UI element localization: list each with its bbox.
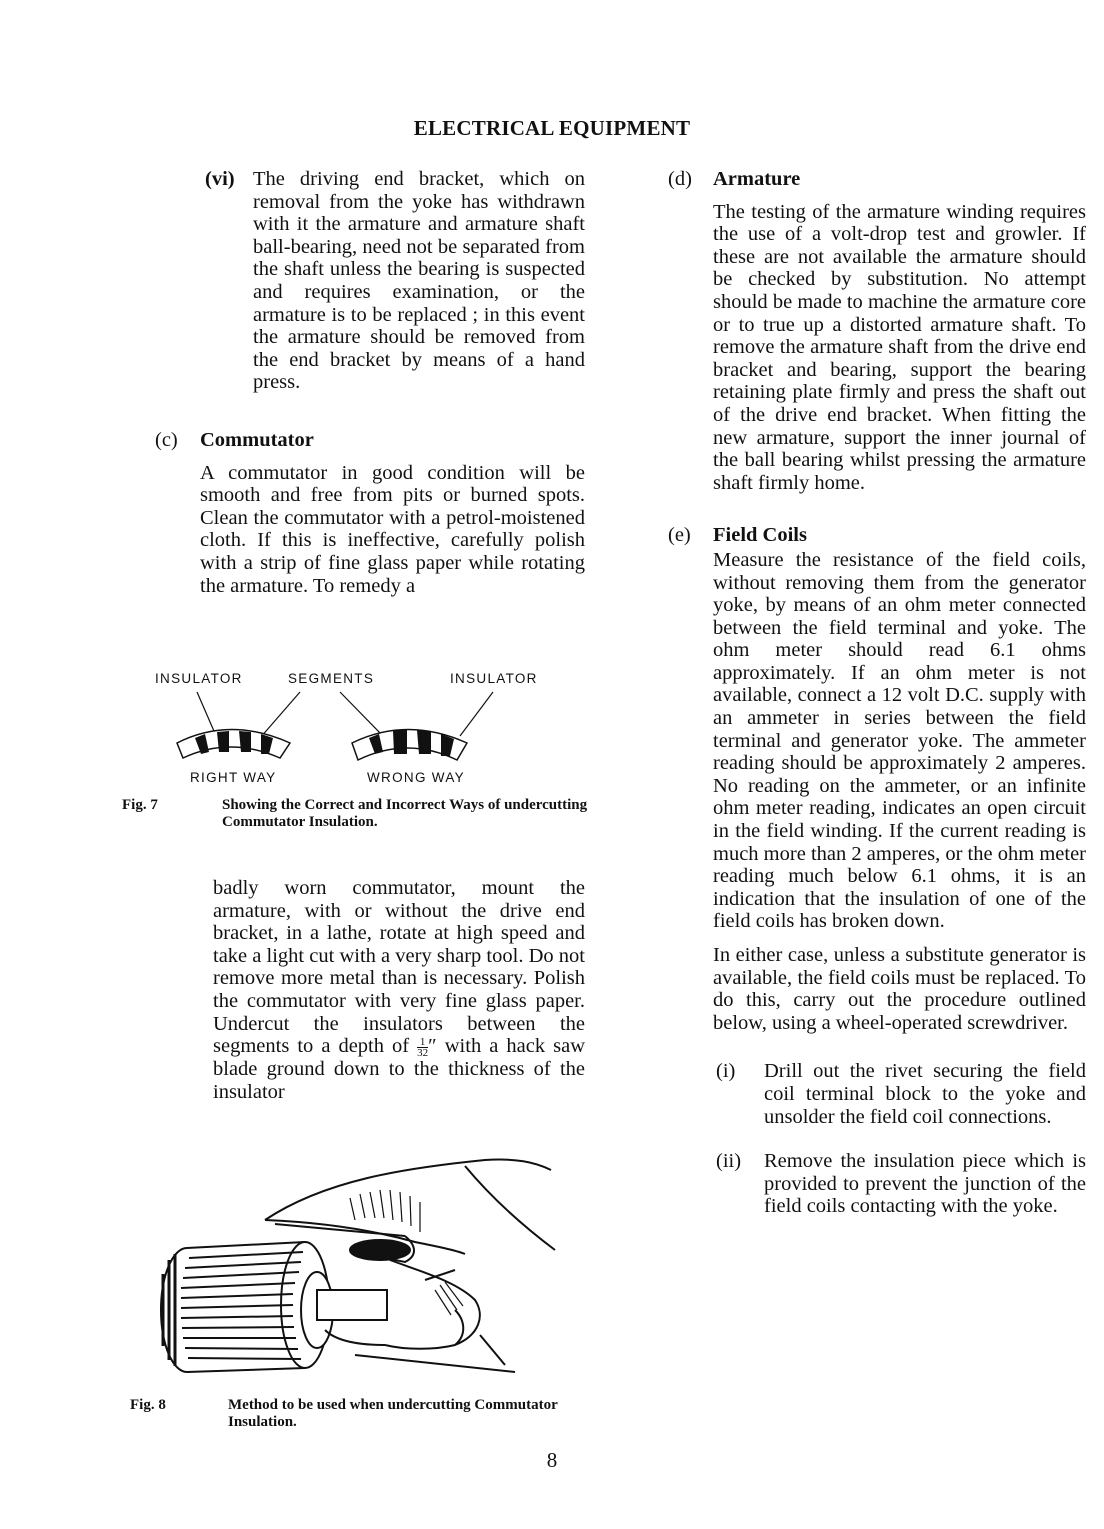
fig7-number: Fig. 7 <box>122 797 158 813</box>
label-right-way: RIGHT WAY <box>190 770 277 785</box>
label-segments: SEGMENTS <box>288 671 375 686</box>
section-label: (e) <box>668 524 691 547</box>
step-ii <box>716 1150 1086 1218</box>
commutator-text-1: A commutator in good condition will be smooth and free from pits or burned spots. Clean the commutator with a petrol-moistened cloth. If this is ineffective, carefully polish with a strip of fine glass paper while rotating the armature. To remedy a <box>200 461 585 597</box>
commutator-undercut-diagram <box>155 688 585 768</box>
step-vi-text: The driving end bracket, which on removal from the yoke has withdrawn with it the armature and armature shaft ball-bearing, need not be separated from the shaft unless the bearing is suspected and requires examination, or the armature is to be replaced ; in this event the armature should be removed from the end bracket by means of a hand press. <box>253 168 585 394</box>
fig7-caption <box>122 797 592 831</box>
page-number: 8 <box>546 1448 558 1472</box>
section-title: Armature <box>713 168 801 190</box>
label-insulator-left: INSULATOR <box>155 671 243 686</box>
commutator-text-2 <box>213 877 585 1103</box>
label-insulator-right: INSULATOR <box>450 671 538 686</box>
section-label: (d) <box>668 168 692 190</box>
fig8-caption-text: Method to be used when undercutting Commutator Insulation. <box>228 1397 558 1430</box>
fig8-caption <box>130 1397 600 1431</box>
undercutting-illustration <box>155 1150 585 1380</box>
wrong-way-segments <box>352 729 467 760</box>
left-column <box>155 168 585 597</box>
right-column <box>668 168 1086 1218</box>
commutator-continued <box>213 877 585 1103</box>
section-label: (c) <box>155 428 178 451</box>
step-label: (i) <box>716 1060 736 1083</box>
step-ii-text: Remove the insulation piece which is provided to prevent the junction of the field coils contacting with the yoke. <box>764 1150 1086 1218</box>
page-header: ELECTRICAL EQUIPMENT <box>413 116 691 140</box>
commutator-text-2b: ″ with a hack saw blade ground down to the thickness of the insulator <box>213 1035 585 1103</box>
field-coils-text-1: Measure the resistance of the field coils, without removing them from the generator yoke, by means of an ohm meter connected between the field terminal and yoke. The ohm meter should read 6.1 ohms approximately. If an ohm meter is not available, connect a 12 volt D.C. supply with an ammeter in series between the field terminal and generator yoke. The ammeter reading should be approximately 2 amperes. No reading on the ammeter, or an infinite ohm meter reading, indicates an open circuit in the field winding. If the current reading is much more than 2 amperes, or the ohm meter reading much below 6.1 ohms, it is an indication that the insulation of one of the field coils has broken down. <box>713 548 1086 933</box>
section-commutator <box>155 429 585 597</box>
fig8-number: Fig. 8 <box>130 1397 166 1413</box>
step-i-text: Drill out the rivet securing the field coil terminal block to the yoke and unsolder the field coil connections. <box>764 1060 1086 1128</box>
fig7-caption-text: Showing the Correct and Incorrect Ways of undercutting Commutator Insulation. <box>222 797 588 830</box>
step-label: (ii) <box>716 1150 742 1173</box>
section-armature <box>668 168 1086 494</box>
commutator-drum <box>161 1242 387 1372</box>
right-way-segments <box>177 730 290 759</box>
step-vi <box>205 168 585 394</box>
pointer-line <box>260 692 300 738</box>
section-title: Commutator <box>200 428 314 451</box>
fraction <box>417 1037 428 1058</box>
fraction-numerator: 1 <box>419 1035 426 1048</box>
armature-text: The testing of the armature winding requires the use of a volt-drop test and growler. If these are not available the armature should be checked by substitution. No attempt should be made to machine the armature core or to true up a distorted armature shaft. To remove the armature shaft from the drive end bracket and bearing, support the bearing retaining plate firmly and press the shaft out of the drive end bracket. When fitting the new armature, support the inner journal of the ball bearing whilst pressing the armature shaft firmly home. <box>713 200 1086 494</box>
step-i <box>716 1060 1086 1128</box>
step-label: (vi) <box>205 168 235 190</box>
field-coils-text-2: In either case, unless a substitute generator is available, the field coils must be replaced. To do this, carry out the procedure outlined below, using a wheel-operated screwdriver. <box>713 944 1086 1034</box>
pointer-line <box>340 692 383 736</box>
section-field-coils <box>668 524 1086 1034</box>
fraction-denominator: 32 <box>417 1046 429 1059</box>
commutator-text-2a: badly worn commutator, mount the armature, with or without the drive end bracket, in a lathe, rotate at high speed and take a light cut with a very sharp tool. Do not remove more metal than is necessary. Polish the commutator with very fine glass paper. Undercut the insulators between the segments to a depth of <box>213 877 585 1058</box>
pointer-line <box>460 692 493 736</box>
label-wrong-way: WRONG WAY <box>367 770 465 785</box>
section-title: Field Coils <box>713 524 807 547</box>
